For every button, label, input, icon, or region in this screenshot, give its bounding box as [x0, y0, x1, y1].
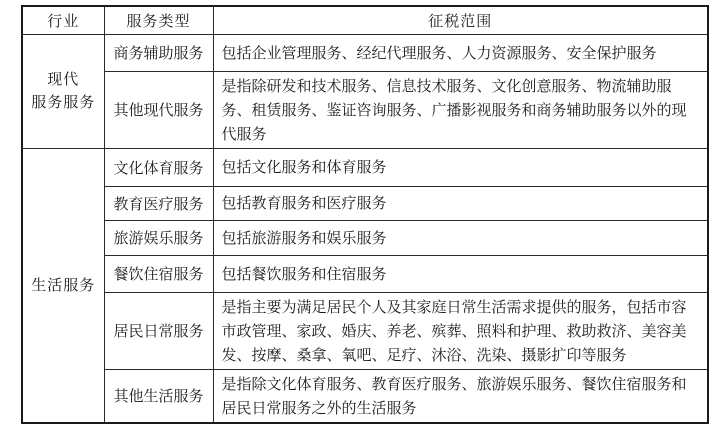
- service-type-cell: 文化体育服务: [104, 148, 213, 186]
- table-row: [22, 292, 708, 369]
- table-row: [22, 71, 708, 148]
- table-row: [22, 369, 708, 423]
- col-header-industry: 行业: [22, 6, 104, 34]
- industry-label-line: 现代: [47, 70, 80, 88]
- table-header-row: [22, 6, 708, 34]
- service-type-cell: 其他现代服务: [104, 71, 213, 148]
- service-type-cell: 居民日常服务: [104, 292, 213, 369]
- service-type-cell: 餐饮住宿服务: [104, 255, 213, 292]
- industry-cell-modern-services: [22, 34, 104, 148]
- tax-scope-table: [21, 5, 709, 424]
- service-type-cell: 教育医疗服务: [104, 186, 213, 220]
- col-header-tax-scope: 征税范围: [213, 6, 708, 34]
- industry-cell-life-services: [22, 148, 104, 423]
- table-row: [22, 255, 708, 292]
- tax-scope-cell: 包括旅游服务和娱乐服务: [213, 220, 708, 255]
- service-type-cell: 商务辅助服务: [104, 34, 213, 71]
- table-row: [22, 220, 708, 255]
- table-row: [22, 148, 708, 186]
- col-header-service-type: 服务类型: [104, 6, 213, 34]
- service-type-cell: 旅游娱乐服务: [104, 220, 213, 255]
- tax-scope-cell: 是指主要为满足居民个人及其家庭日常生活需求提供的服务，包括市容市政管理、家政、婚庆、养老、殡葬、照料和护理、救助救济、美容美发、按摩、桑拿、氧吧、足疗、沐浴、洗染、摄影扩印等服务: [213, 292, 708, 369]
- industry-label-line: 服务服务: [31, 93, 96, 111]
- tax-scope-cell: 是指除文化体育服务、教育医疗服务、旅游娱乐服务、餐饮住宿服务和居民日常服务之外的生活服务: [213, 369, 708, 423]
- tax-scope-cell: 包括餐饮服务和住宿服务: [213, 255, 708, 292]
- tax-scope-cell: 包括企业管理服务、经纪代理服务、人力资源服务、安全保护服务: [213, 34, 708, 71]
- table-row: [22, 186, 708, 220]
- tax-scope-cell: 是指除研发和技术服务、信息技术服务、文化创意服务、物流辅助服务、租赁服务、鉴证咨询服务、广播影视服务和商务辅助服务以外的现代服务: [213, 71, 708, 148]
- tax-scope-cell: 包括教育服务和医疗服务: [213, 186, 708, 220]
- service-type-cell: 其他生活服务: [104, 369, 213, 423]
- tax-scope-cell: 包括文化服务和体育服务: [213, 148, 708, 186]
- table-row: [22, 34, 708, 71]
- industry-label-line: 生活服务: [31, 275, 96, 294]
